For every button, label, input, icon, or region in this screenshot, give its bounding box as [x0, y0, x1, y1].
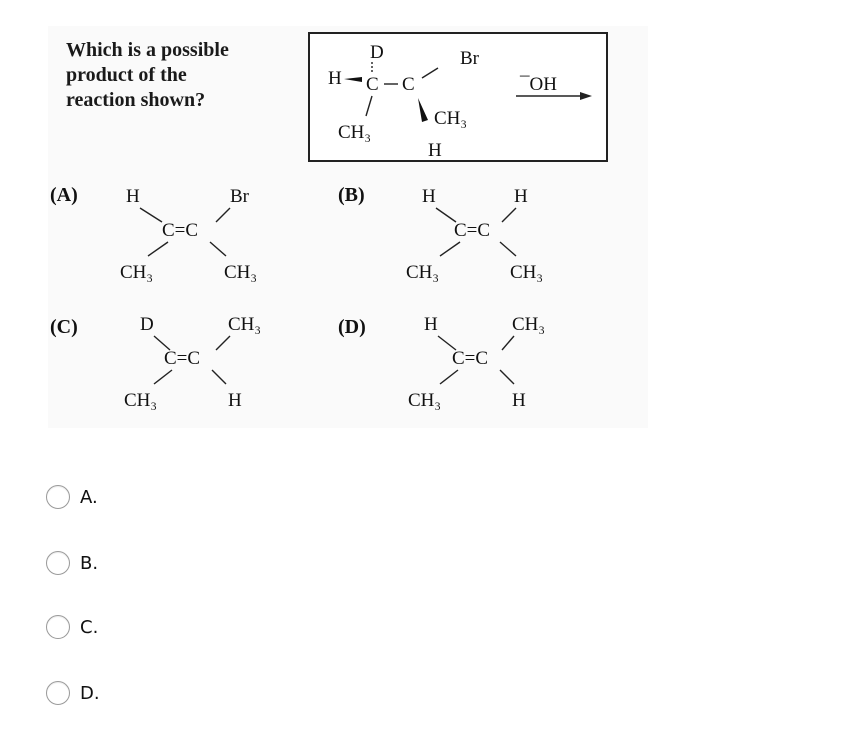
svg-text:CH₃: CH₃	[512, 314, 546, 335]
reactant-c-beta: C	[402, 74, 415, 95]
radio-button-b[interactable]	[46, 551, 70, 575]
option-c-label: (C)	[50, 316, 78, 338]
svg-text:D: D	[140, 314, 154, 335]
svg-text:C=C: C=C	[452, 348, 489, 369]
svg-text:H: H	[126, 186, 140, 207]
reactant-br: Br	[460, 48, 479, 69]
reactant-structure	[310, 34, 610, 164]
reaction-box	[308, 32, 608, 162]
question-text: Which is a possible product of the reaction shown?	[66, 39, 229, 111]
wedge-bond	[344, 77, 362, 82]
reactant-ch3-right: CH₃	[434, 108, 468, 129]
reactant-h-bottom: H	[428, 140, 442, 161]
svg-text:H: H	[228, 390, 242, 411]
svg-text:H: H	[424, 314, 438, 335]
answer-label-b: B.	[80, 552, 99, 574]
radio-button-a[interactable]	[46, 485, 70, 509]
answer-label-d: D.	[80, 682, 100, 704]
svg-text:CH₃: CH₃	[224, 262, 258, 283]
answer-choice-d[interactable]	[46, 678, 246, 708]
option-c-structure	[120, 308, 300, 418]
svg-text:CH₃: CH₃	[124, 390, 158, 411]
reactant-h-left: H	[328, 68, 342, 89]
svg-text:H: H	[514, 186, 528, 207]
option-d-label: (D)	[338, 316, 366, 338]
svg-text:C=C: C=C	[454, 220, 491, 241]
svg-text:CH₃: CH₃	[228, 314, 262, 335]
svg-text:H: H	[422, 186, 436, 207]
reactant-ch3: CH₃	[338, 122, 372, 143]
answer-choice-c[interactable]	[46, 612, 246, 642]
svg-text:H: H	[512, 390, 526, 411]
option-a-structure	[118, 180, 298, 290]
svg-text:CH₃: CH₃	[406, 262, 440, 283]
answer-label-a: A.	[80, 486, 98, 508]
svg-text:Br: Br	[230, 186, 249, 207]
reactant-c-alpha: C	[366, 74, 379, 95]
svg-text:CH₃: CH₃	[408, 390, 442, 411]
svg-text:C=C: C=C	[162, 220, 199, 241]
svg-text:C=C: C=C	[164, 348, 201, 369]
answer-choice-a[interactable]	[46, 482, 246, 512]
radio-button-c[interactable]	[46, 615, 70, 639]
reagent-label: ¯OH	[520, 74, 557, 95]
answer-choice-b[interactable]	[46, 548, 246, 578]
svg-text:CH₃: CH₃	[510, 262, 544, 283]
reactant-d: D	[370, 42, 384, 63]
question-figure	[48, 26, 648, 428]
option-b-structure	[402, 180, 582, 290]
answer-label-c: C.	[80, 616, 99, 638]
arrow-head	[580, 92, 592, 100]
option-d-structure	[404, 308, 584, 418]
option-b-label: (B)	[338, 184, 365, 206]
option-a-label: (A)	[50, 184, 78, 206]
svg-text:CH₃: CH₃	[120, 262, 154, 283]
radio-button-d[interactable]	[46, 681, 70, 705]
